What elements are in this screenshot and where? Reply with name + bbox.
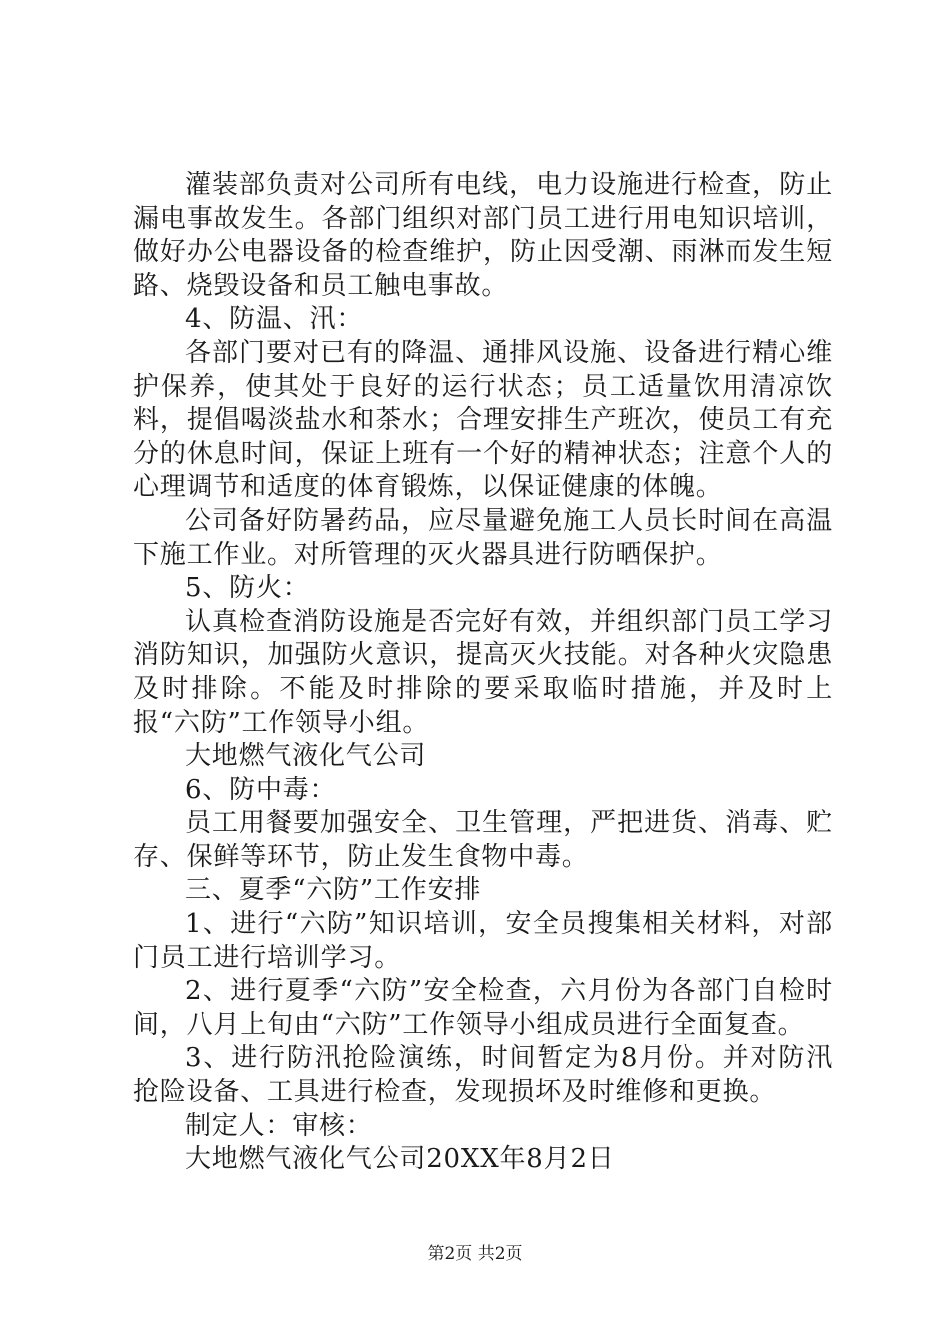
heading-fire-prevention: 5、防火： — [185, 573, 310, 604]
page-footer — [0, 1244, 950, 1264]
paragraph-training: 1、进行“六防”知识培训，安全员搜集相关材料，对部门员工进行培训学习。 — [133, 909, 833, 973]
company-name-line: 大地燃气液化气公司 — [185, 741, 427, 772]
signature-line: 制定人：审核： — [185, 1110, 373, 1141]
paragraph-safety-inspection: 2、进行夏季“六防”安全检查，六月份为各部门自检时间，八月上旬由“六防”工作领导小组成员进行全面复查。 — [133, 976, 833, 1040]
paragraph-fire-inspection: 认真检查消防设施是否完好有效，并组织部门员工学习消防知识，加强防火意识，提高灭火技能。对各种火灾隐患及时排除。不能及时排除的要采取临时措施，并及时上报“六防”工作领导小组。 — [133, 606, 833, 738]
heading-summer-arrangements: 三、夏季“六防”工作安排 — [185, 875, 482, 906]
heading-poisoning-prevention: 6、防中毒： — [185, 774, 337, 805]
document-body — [133, 169, 833, 1177]
paragraph-flood-drill: 3、进行防汛抢险演练，时间暂定为8月份。并对防汛抢险设备、工具进行检查，发现损坏及时维修和更换。 — [133, 1043, 833, 1108]
page-number: 第2页 共2页 — [427, 1244, 523, 1264]
paragraph-food-safety: 员工用餐要加强安全、卫生管理，严把进货、消毒、贮存、保鲜等环节，防止发生食物中毒。 — [133, 808, 833, 872]
company-date-line: 大地燃气液化气公司20XX年8月2日 — [185, 1144, 615, 1175]
heading-heat-flood-prevention: 4、防温、汛： — [185, 304, 364, 335]
paragraph-cooling-maintenance: 各部门要对已有的降温、通排风设施、设备进行精心维护保养，使其处于良好的运行状态；员工适量饮用清凉饮料，提倡喝淡盐水和茶水；合理安排生产班次，使员工有充分的休息时间，保证上班有一个好的精神状态；注意个人的心理调节和适度的体育锻炼，以保证健康的体魄。 — [133, 337, 833, 503]
paragraph-heatstroke-medicine: 公司备好防暑药品，应尽量避免施工人员长时间在高温下施工作业。对所管理的灭火器具进行防晒保护。 — [133, 505, 833, 570]
paragraph-electricity-safety: 灌装部负责对公司所有电线，电力设施进行检查，防止漏电事故发生。各部门组织对部门员工进行用电知识培训，做好办公电器设备的检查维护，防止因受潮、雨淋而发生短路、烧毁设备和员工触电事故。 — [133, 170, 833, 301]
